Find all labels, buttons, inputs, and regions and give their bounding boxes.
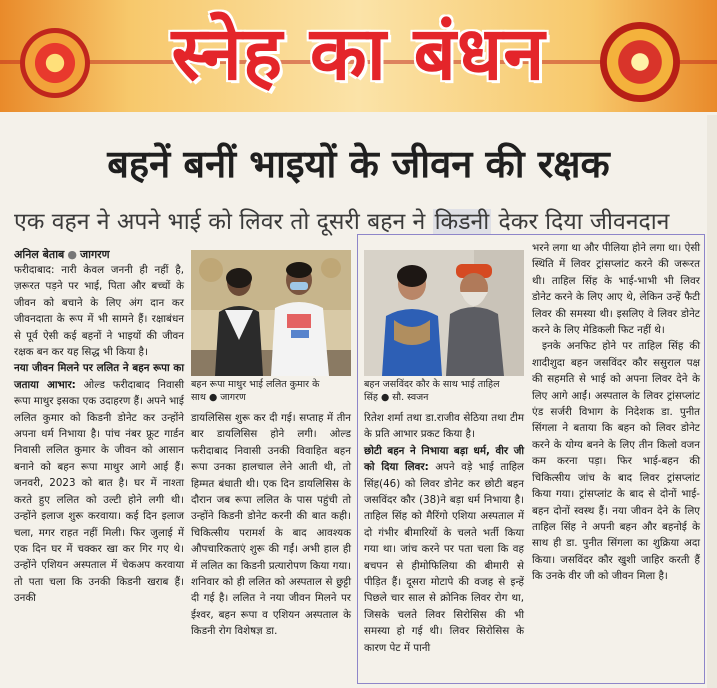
paragraph: भरने लगा था और पीलिया होने लगा था। ऐसी स्थिति में लिवर ट्रांसप्लांट करने की जरूरत थी। ताहिल सिंह के भाई-भाभी भी लिवर डोनेट करने के लिए आए थे, लेकिन उन्हें फैटी लिवर की समस्या थी। इसलिए वे लिवर डोनेट करने के लिए मेडिकली फिट नहीं थे। — [532, 242, 700, 337]
dot-icon: ● — [208, 392, 218, 403]
dot-icon: ● — [67, 248, 77, 261]
paragraph: अपने वड़े भाई ताहिल सिंह(46) को लिवर डोनेट कर छोटी बहन जसविंदर कौर (38)ने बड़ा धर्म निभाया है। ताहिल सिंह को मैरिंगो एशिया अस्पताल में दो गंभीर बीमारियों के चलते भर्ती किया गया था। जांच करने पर पता चला कि वह बचपन से हीमोफिलिया की बीमारी से पीड़ित हैं। दूसरा मोटापे की वजह से इन्हें पिछले चार साल से क्रोनिक लिवर रोग था, जिसके चलते लिवर सिरोसिस की भी समस्या हो गई थी। लिवर सिरोसिस के कारण पेट में पानी — [364, 461, 524, 654]
subheadline — [14, 207, 714, 237]
masthead-banner — [0, 0, 717, 112]
article-column-1 — [14, 262, 184, 607]
headline: बहनें बनीं भाइयों के जीवन की रक्षक — [107, 142, 610, 186]
caption-text: बहन रूपा माथुर भाई ललित कुमार के साथ — [191, 379, 320, 403]
article-column-2 — [191, 410, 351, 640]
photo-caption-1 — [191, 378, 351, 404]
subheading: छोटी बहन ने निभाया बड़ा धर्म, वीर जी को दिया लिवर: — [364, 444, 524, 474]
dot-icon: ● — [380, 392, 390, 403]
paragraph: डायलिसिस शुरू कर दी गई। सप्ताह में तीन बार डायलिसिस होने लगी। ओल्ड फरीदाबाद निवासी उनकी विवाहित बहन रूपा उनका हालचाल लेने आती थी, तो हिम्मत बंधाती थी। एक दिन डायलिसिस के दौरान जब रूपा ललित के पास पहुंची तो उन्होंने किडनी डोनेट करनी की बात कही। चिकित्सीय परामर्श के बाद आवश्यक औपचारिकताएं शुरू की गईं। अभी हाल ही में ललित का किडनी प्रत्यारोपण किया गया। शनिवार को ही ललित को अस्पताल से छुट्टी दी गई है। ललित ने नया जीवन मिलने पर ईश्वर, बहन रूपा व एशियन अस्पताल के किडनी रोग विशेषज्ञ डा. — [191, 412, 351, 638]
banner-title: स्नेह का बंधन — [171, 11, 546, 97]
caption-text: बहन जसविंदर कौर के साथ भाई ताहिल सिंह — [364, 379, 500, 403]
caption-source: जागरण — [220, 392, 246, 403]
photo-caption-2 — [364, 378, 524, 404]
photo-jasvinder-tahil — [364, 250, 524, 376]
paragraph: रितेश शर्मा तथा डा.राजीव सेठिया तथा टीम के प्रति आभार प्रकट किया है। — [364, 412, 524, 441]
article-column-4 — [532, 240, 700, 585]
photo-illustration — [191, 250, 351, 376]
paragraph: ओल्ड फरीदाबाद निवासी रूपा माथुर इसका एक उदाहरण हैं। अपने भाई ललित कुमार को किडनी डोनेट कर उन्होंने अपना धर्म निभाया है। पांच नंबर फ्रूट गार्डन निवासी ललित कुमार के जीवन को आसान बनाने को बहन रूपा माथुर आगे आई हैं। जनवरी, 2023 को बात है। घर में नाश्ता करते हुए ललित को उल्टी होने लगी थी। उन्होंने इलाज शुरू करवाया। कई दिन इलाज चला, मगर राहत नहीं मिली। फिर जुलाई में एक दिन घर में चक्कर खा कर गिर गए थे। उन्होंने एशियन अस्पताल में चेकअप करवाया तो पता चला कि उनकी किडनी खराब हैं। उनकी — [14, 378, 184, 605]
photo-rupa-lalit — [191, 250, 351, 376]
subhead-text-end: देकर दिया जीवनदान — [491, 209, 670, 235]
caption-source: सौ. स्वजन — [392, 392, 429, 403]
subhead-highlight: किडनी — [434, 209, 490, 235]
subhead-text: एक वहन ने अपने भाई को लिवर तो दूसरी बहन ने — [14, 209, 433, 235]
adjacent-column-strip — [707, 115, 717, 688]
subheading: नया जीवन मिलने पर ललित ने बहन रूपा का जताया आभार: — [14, 362, 184, 391]
paragraph: इनके अनफिट होने पर ताहिल सिंह की शादीशुदा बहन जसविंदर कौर ससुराल पक्ष की सहमति से भाई को अपना लिवर देने के लिए आगे आईं। अस्पताल के लिवर ट्रांसप्लांट एंड सर्जरी विभाग के निदेशक डा. पुनीत सिंगला ने बताया कि बहन को लिवर डोनेट करने के योग्य बनने के लिए तीन किलो वजन कम करना पड़ा। फिर भाई-बहन की चिकित्सीय जांच के बाद लिवर ट्रांसप्लांट किया गया। ट्रांसप्लांट के बाद से दोनों भाई-बहन दोनों स्वस्थ हैं। नया जीवन देने के लिए ताहिल सिंह ने अपनी बहन और बहनोई के साथ ही डा. पुनीत सिंगला का शुक्रिया अदा किया। जसविंदर कौर खुशी जाहिर करती हैं कि उनके वीर जी को जीवन मिला है। — [532, 340, 700, 583]
article-column-3 — [364, 410, 524, 656]
byline-source: जागरण — [79, 248, 110, 261]
byline — [14, 247, 110, 262]
photo-illustration — [364, 250, 524, 376]
paragraph: फरीदाबाद: नारी केवल जननी ही नहीं है, ज़रूरत पड़ने पर भाई, पिता और बच्चों के जीवन को बचाने के लिए अंग दान कर जीवनदाता के रूप में भी सामने हैं। रक्षाबंधन से पूर्व ऐसी कई बहनों ने भाइयों की जीवन रक्षक बन कर यह सिद्ध भी किया है। — [14, 264, 184, 359]
byline-author: अनिल बेताब — [14, 248, 65, 261]
